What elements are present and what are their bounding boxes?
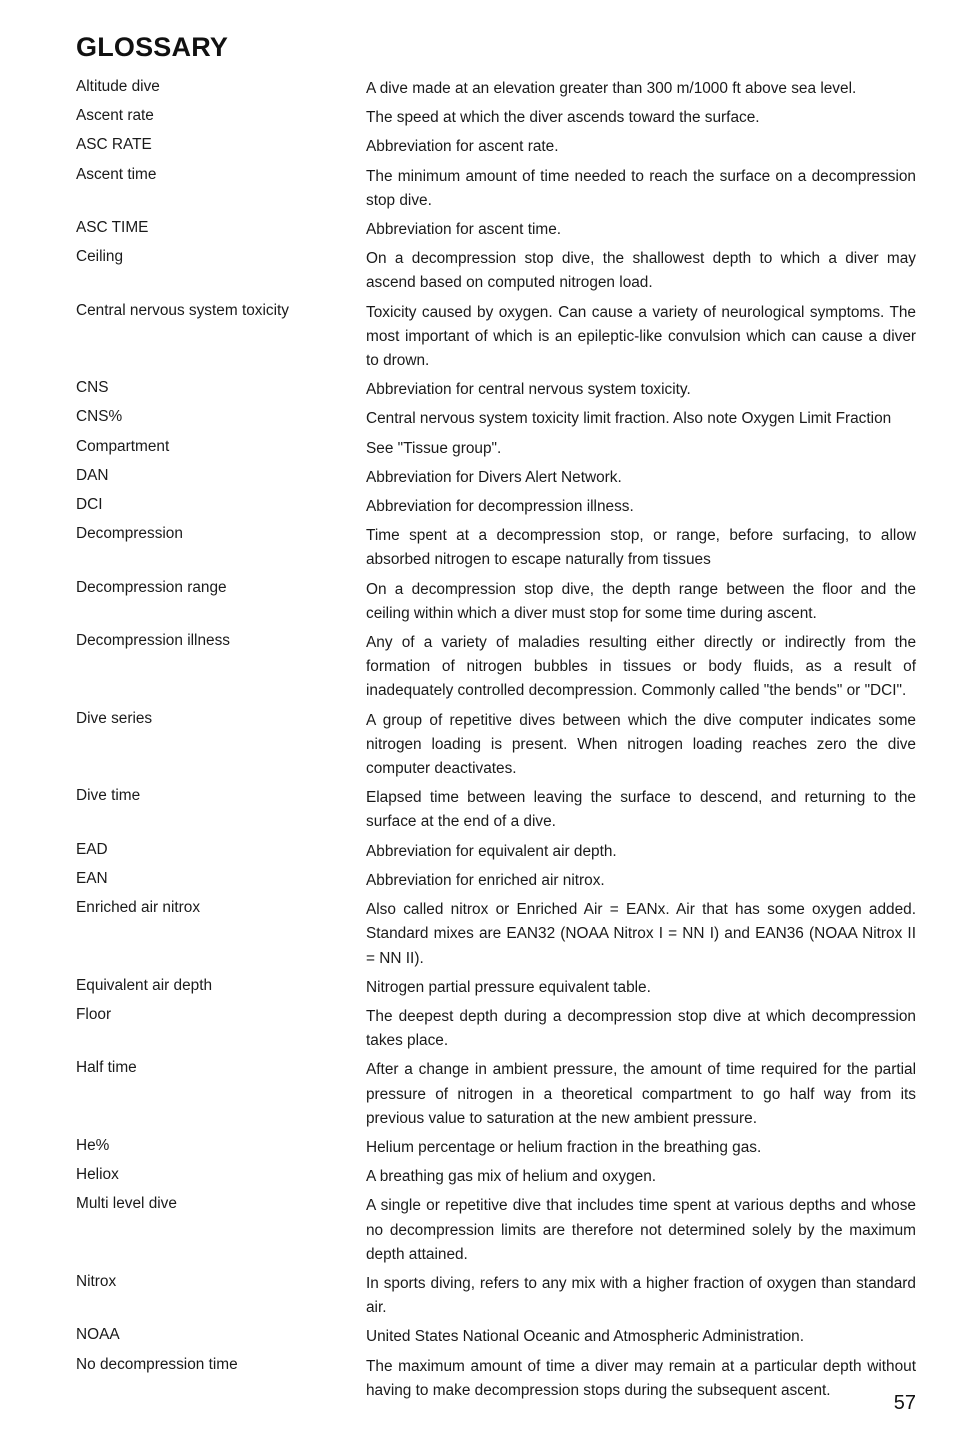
glossary-entry (76, 785, 916, 834)
glossary-definition: The speed at which the diver ascends toward the surface. (366, 109, 760, 127)
glossary-definition: Also called nitrox or Enriched Air = EANx. Air that has some oxygen added. Standard mixes are EAN32 (NOAA Nitrox I = NN I) and EAN36 (NOAA Nitrox II = NN II). (366, 901, 916, 967)
glossary-entry (76, 1271, 916, 1320)
glossary-entry (76, 1057, 916, 1131)
glossary-definition: A group of repetitive dives between which the dive computer indicates some nitrogen loading is present. When nitrogen loading reaches zero the dive computer deactivates. (366, 711, 916, 778)
glossary-definition: A single or repetitive dive that includes time spent at various depths and whose no decompression limits are therefore not determined solely by the maximum depth attained. (366, 1197, 916, 1263)
glossary-entry (76, 1193, 916, 1267)
glossary-term: Dive series (76, 709, 153, 727)
glossary-term: Compartment (76, 437, 170, 455)
page-title: GLOSSARY (76, 32, 229, 62)
glossary-entry (76, 134, 916, 159)
glossary-definition: In sports diving, refers to any mix with a higher fraction of oxygen than standard air. (366, 1274, 916, 1317)
glossary-entry (76, 975, 916, 1000)
glossary-entry (76, 494, 916, 519)
glossary-definition: Helium percentage or helium fraction in the breathing gas. (366, 1138, 762, 1156)
glossary-definition: Abbreviation for Divers Alert Network. (366, 468, 622, 486)
glossary-term: EAD (76, 840, 108, 858)
glossary-definition: Any of a variety of maladies resulting either directly or indirectly from the formation of nitrogen bubbles in tissues or body fluids, as a result of inadequately controlled decompression. Commonly called "the bends" or "DCI". (366, 634, 916, 700)
glossary-definition: Time spent at a decompression stop, or range, before surfacing, to allow absorbed nitrogen to escape naturally from tissues (366, 527, 916, 569)
glossary-entry (76, 246, 916, 295)
glossary-term: Decompression illness (76, 632, 230, 650)
glossary-term: EAN (76, 869, 108, 887)
glossary-term: No decompression time (76, 1355, 238, 1373)
glossary-term: Heliox (76, 1166, 119, 1184)
glossary-term: Decompression range (76, 578, 227, 596)
glossary-term: Decompression (76, 525, 183, 543)
glossary-definition: Nitrogen partial pressure equivalent table. (366, 978, 651, 996)
glossary-entry (76, 868, 916, 893)
glossary-definition: Abbreviation for decompression illness. (366, 498, 634, 516)
glossary-term: CNS% (76, 408, 123, 426)
glossary-term: Altitude dive (76, 78, 160, 95)
glossary-term: Multi level dive (76, 1195, 177, 1213)
glossary-entry (76, 630, 916, 704)
glossary-term: ASC RATE (76, 136, 152, 154)
glossary-definition: Abbreviation for central nervous system toxicity. (366, 381, 691, 399)
glossary-entry (76, 708, 916, 782)
glossary-entry (76, 406, 916, 431)
glossary-definition: The maximum amount of time a diver may remain at a particular depth without having to make decompression stops during the subsequent ascent. (366, 1357, 916, 1399)
glossary-definition: On a decompression stop dive, the depth range between the floor and the ceiling within which a diver must stop for some time during ascent. (366, 580, 916, 622)
glossary-definition: Abbreviation for enriched air nitrox. (366, 871, 605, 889)
glossary-definition: Abbreviation for ascent rate. (366, 138, 559, 156)
glossary-term: Nitrox (76, 1272, 117, 1290)
glossary-list (76, 76, 916, 1407)
glossary-definition: Central nervous system toxicity limit fraction. Also note Oxygen Limit Fraction (366, 410, 892, 428)
glossary-definition: Elapsed time between leaving the surface to descend, and returning to the surface at the end of a dive. (366, 789, 916, 831)
glossary-definition: A dive made at an elevation greater than 300 m/1000 ft above sea level. (366, 80, 857, 97)
glossary-entry (76, 217, 916, 242)
glossary-entry (76, 1354, 916, 1403)
page-number: 57 (893, 1392, 916, 1414)
glossary-entry (76, 300, 916, 374)
glossary-definition: Abbreviation for ascent time. (366, 221, 562, 239)
glossary-definition: Toxicity caused by oxygen. Can cause a variety of neurological symptoms. The most important of which is an epileptic-like convulsion which can cause a diver to drown. (366, 303, 916, 370)
glossary-entry (76, 897, 916, 971)
glossary-entry (76, 377, 916, 402)
glossary-term: Dive time (76, 787, 141, 805)
glossary-term: Half time (76, 1059, 137, 1077)
glossary-definition: On a decompression stop dive, the shallowest depth to which a diver may ascend based on computed nitrogen load. (366, 250, 916, 292)
glossary-term: Ascent rate (76, 107, 154, 125)
glossary-entry (76, 1164, 916, 1189)
glossary-definition: After a change in ambient pressure, the amount of time required for the partial pressure of nitrogen in a theoretical compartment to go half way from its previous value to saturation at the new ambient pressure. (366, 1061, 916, 1127)
glossary-entry (76, 76, 916, 101)
glossary-entry (76, 1135, 916, 1160)
glossary-definition: The deepest depth during a decompression stop dive at which decompression takes place. (366, 1007, 916, 1050)
glossary-term: Central nervous system toxicity (76, 301, 289, 319)
glossary-definition: Abbreviation for equivalent air depth. (366, 842, 617, 860)
glossary-entry (76, 523, 916, 572)
glossary-definition: A breathing gas mix of helium and oxygen. (366, 1168, 657, 1186)
glossary-term: Ascent time (76, 165, 157, 183)
glossary-term: Ceiling (76, 248, 124, 266)
glossary-term: DAN (76, 466, 109, 484)
glossary-entry (76, 436, 916, 461)
glossary-entry (76, 105, 916, 130)
glossary-entry (76, 839, 916, 864)
glossary-term: Equivalent air depth (76, 976, 213, 994)
glossary-definition: See "Tissue group". (366, 439, 502, 457)
glossary-term: He% (76, 1136, 110, 1154)
glossary-term: DCI (76, 496, 103, 514)
glossary-term: CNS (76, 379, 109, 397)
glossary-entry (76, 1004, 916, 1053)
glossary-term: Enriched air nitrox (76, 899, 201, 917)
glossary-entry (76, 164, 916, 213)
glossary-term: ASC TIME (76, 219, 149, 237)
glossary-term: NOAA (76, 1326, 120, 1344)
glossary-entry (76, 465, 916, 490)
glossary-entry (76, 1324, 916, 1349)
glossary-definition: The minimum amount of time needed to reach the surface on a decompression stop dive. (366, 167, 916, 209)
glossary-entry (76, 577, 916, 626)
glossary-term: Floor (76, 1005, 112, 1023)
glossary-definition: United States National Oceanic and Atmospheric Administration. (366, 1328, 805, 1346)
